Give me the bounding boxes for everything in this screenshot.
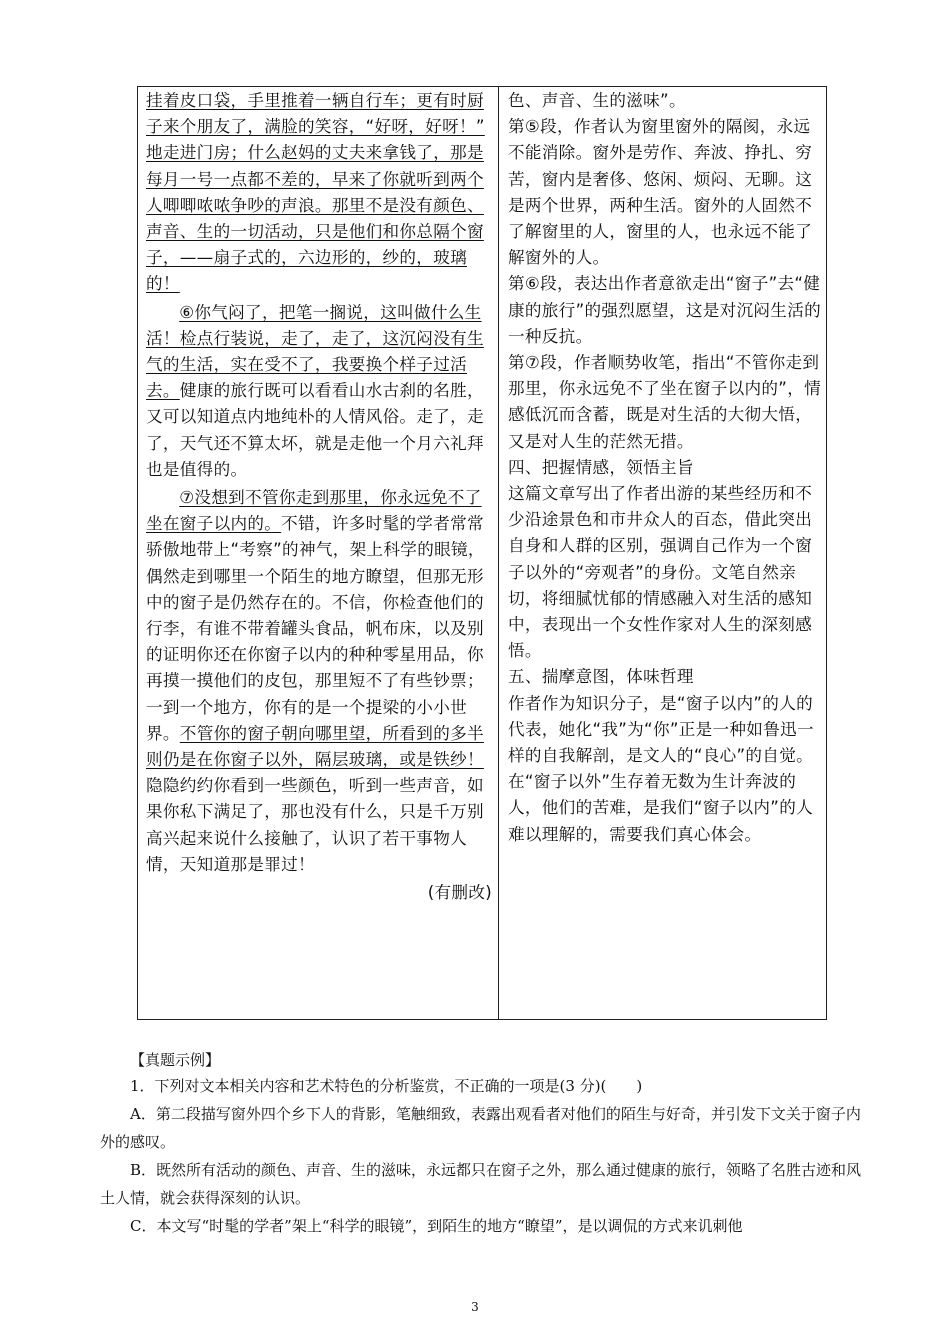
analysis-intent: 作者作为知识分子，是“窗子以内”的人的代表，她化“我”为“你”正是一种如鲁迅一样的自我解剖，是文人的“良心”的自觉。在“窗子以外”生存着无数为生计奔波的人，他们的苦难，是我们“窗子以内”的人难以理解的，需要我们真心体会。 xyxy=(508,693,814,844)
intro-line: 地走进门房；什么赵妈的丈夫来拿钱了，那是 xyxy=(146,143,484,163)
analysis-theme: 这篇文章写出了作者出游的某些经历和不少沿途景色和市井众人的百态，借此突出自身和人群的区别，强调自己作为一个窗子以外的“旁观者”的身份。文笔自然亲切，将细腻忧郁的情感融入对生活的感知中，表现出一个女性作家对人生的深刻感悟。 xyxy=(508,484,813,661)
section-title-text: 【真题示例】 xyxy=(130,1051,221,1069)
heading-intent-philosophy: 五、揣摩意图，体味哲理 xyxy=(508,667,694,687)
intro-line: 子来个朋友了，满脸的笑容，“好呀，好呀！” xyxy=(146,117,485,137)
intro-paragraph xyxy=(146,88,492,298)
intro-line: 子，——扇子式的，六边形的，纱的，玻璃的！ xyxy=(146,248,467,294)
intro-line: 挂着皮口袋，手里推着一辆自行车；更有时厨 xyxy=(146,91,484,110)
option-c: C．本文写“时髦的学者”架上“科学的眼镜”，到陌生的地方“瞭望”，是以调侃的方式来讥刺他 xyxy=(130,1217,743,1235)
paragraph-7-underlined-key: 不管你的窗子朝向哪里望，所看到的多半则仍是在你窗子以外，隔层玻璃，或是铁纱！ xyxy=(146,723,484,770)
section-title xyxy=(100,1046,872,1074)
paragraph-7-middle: 不错，许多时髦的学者常常骄傲地带上“考察”的神气，架上科学的眼镜，偶然走到哪里一个陌生的地方瞭望，但那无形中的窗子是仍然存在的。不信，你检查他们的行李，有谁不带着罐头食品，帆布床，以及别的证明你还在你窗子以内的种种零星用品，你再摸一摸他们的皮包，那里短不了有些钞票；一到一个地方，你有的是一个提梁的小小世界。 xyxy=(146,514,485,743)
intro-line: 人唧唧哝哝争吵的声浪。那里不是没有颜色、 xyxy=(146,195,484,215)
analysis-para-7: 第⑦段，作者顺势收笔，指出“不管你走到那里，你永远免不了坐在窗子以内的”，情感低沉而含蓄，既是对生活的大彻大悟，又是对人生的茫然无措。 xyxy=(508,353,821,451)
heading-emotion-theme: 四、把握情感，领悟主旨 xyxy=(508,457,694,477)
analysis-para-5: 第⑤段，作者认为窗里窗外的隔阂，永远不能消除。窗外是劳作、奔波、挣扎、穷苦，窗内是奢侈、悠闲、烦闷、无聊。这是两个世界，两种生活。窗外的人固然不了解窗里的人，窗里的人，也永远不能了解窗外的人。 xyxy=(508,117,813,268)
paragraph-6-underlined: ⑥你气闷了，把笔一搁说，这叫做什么生活！检点行装说，走了，走了，这沉闷没有生气的生活，实在受不了，我要换个样子过活去。 xyxy=(146,302,484,401)
paragraph-7 xyxy=(146,485,492,878)
analysis-column xyxy=(508,88,823,848)
source-note: (有删改) xyxy=(427,883,492,903)
question-block xyxy=(100,1072,872,1240)
text-column xyxy=(146,88,492,908)
paragraph-7-end: 隐隐约约你看到一些颜色，听到一些声音，如果你私下满足了，那也没有什么，只是千万别高兴起来说什么接触了，认识了若干事物人情，天知道那是罪过！ xyxy=(146,776,484,874)
page-number: 3 xyxy=(471,1300,479,1314)
question-stem: 1．下列对文本相关内容和艺术特色的分析鉴赏，不正确的一项是(3 分)( ) xyxy=(130,1077,643,1095)
column-divider xyxy=(498,86,499,1020)
intro-line: 每月一号一点都不差的，早来了你就听到两个 xyxy=(146,169,484,189)
option-b: B．既然所有活动的颜色、声音、生的滋味，永远都只在窗子之外，那么通过健康的旅行，领略了名胜古迹和风土人情，就会获得深刻的认识。 xyxy=(100,1161,862,1207)
option-a: A．第二段描写窗外四个乡下人的背影，笔触细致，表露出观看者对他们的陌生与好奇，并引发下文关于窗子内外的感叹。 xyxy=(100,1105,861,1151)
paragraph-6-rest: 健康的旅行既可以看看山水古刹的名胜，又可以知道点内地纯朴的人情风俗。走了，走了，天气还不算太坏，就是走他一个月六礼拜也是值得的。 xyxy=(146,381,484,479)
paragraph-6 xyxy=(146,300,492,483)
intro-line: 声音、生的一切活动，只是他们和你总隔个窗 xyxy=(146,222,484,242)
analysis-continuation: 色、声音、生的滋味”。 xyxy=(508,91,686,110)
analysis-para-6: 第⑥段，表达出作者意欲走出“窗子”去“健康的旅行”的强烈愿望，这是对沉闷生活的一种反抗。 xyxy=(508,274,821,346)
paragraph-7-underlined-start: ⑦没想到不管你走到那里，你永远免不了坐在窗子以内的。 xyxy=(146,488,482,534)
